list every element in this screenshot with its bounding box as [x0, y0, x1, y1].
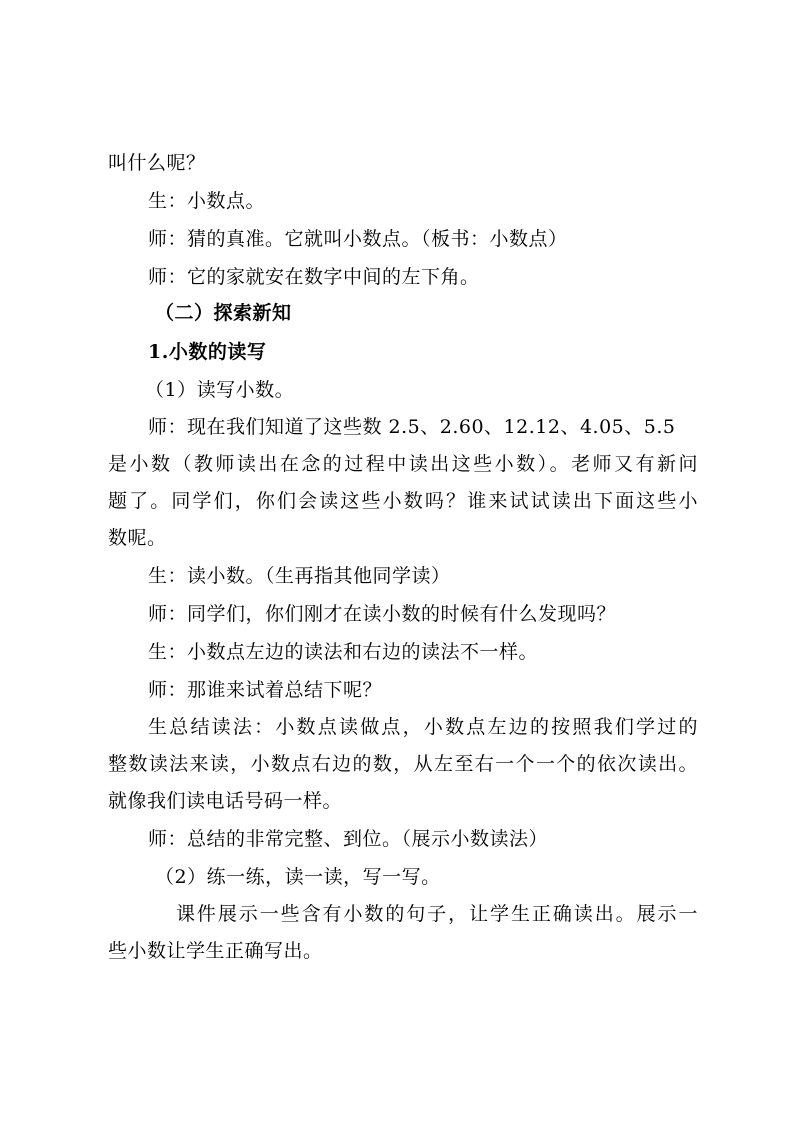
- dialogue-line: 生：小数点。: [148, 190, 266, 212]
- text-line: 数呢。: [108, 527, 167, 549]
- dialogue-line: 师：那谁来试着总结下呢？: [148, 679, 383, 701]
- section-heading: （二）探索新知: [155, 302, 292, 324]
- dialogue-line: 生：读小数。（生再指其他同学读）: [148, 565, 451, 587]
- text-line: 是小数（教师读出在念的过程中读出这些小数）。老师又有新问: [108, 453, 698, 475]
- text-line: 生总结读法：小数点读做点，小数点左边的按照我们学过的: [148, 716, 698, 738]
- text-line: 就像我们读电话号码一样。: [108, 790, 343, 812]
- text-line: 整数读法来读，小数点右边的数，从左至右一个一个的依次读出。: [108, 753, 698, 775]
- text-line: 题了。同学们，你们会读这些小数吗？谁来试试读出下面这些小: [108, 490, 698, 512]
- text-line: 叫什么呢？: [108, 152, 206, 174]
- dialogue-line: 师：它的家就安在数字中间的左下角。: [148, 266, 480, 288]
- text-line: 课件展示一些含有小数的句子，让学生正确读出。展示一: [176, 903, 698, 925]
- text-line: 些小数让学生正确写出。: [108, 940, 323, 962]
- dialogue-line: 生：小数点左边的读法和右边的读法不一样。: [148, 641, 539, 663]
- dialogue-line: 师：同学们，你们刚才在读小数的时候有什么发现吗？: [148, 603, 617, 625]
- dialogue-line: 师：猜的真准。它就叫小数点。（板书：小数点）: [148, 228, 568, 250]
- dialogue-line: 师：现在我们知道了这些数 2.5、2.60、12.12、4.05、5.5: [148, 416, 676, 438]
- dialogue-line: 师：总结的非常完整、到位。（展示小数读法）: [148, 828, 549, 850]
- item-heading: （1）读写小数。: [145, 379, 295, 401]
- item-heading: （2）练一练，读一读，写一写。: [155, 866, 441, 888]
- subsection-heading: 1.小数的读写: [148, 341, 267, 363]
